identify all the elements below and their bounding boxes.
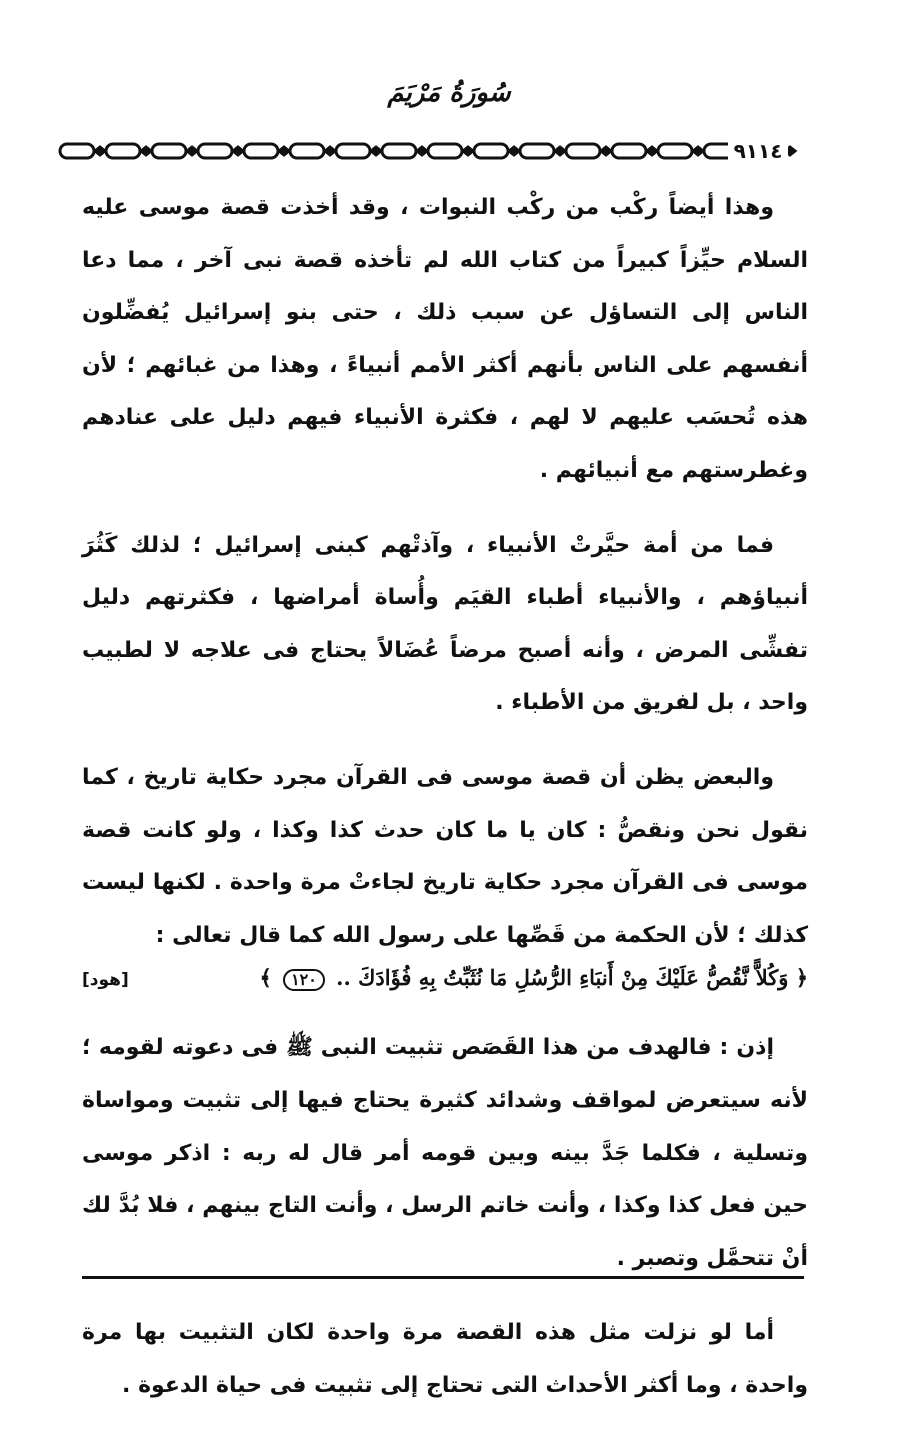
ornament-link bbox=[290, 144, 324, 158]
quran-verse bbox=[82, 958, 808, 1000]
verse-number: ١٢٠ bbox=[283, 969, 325, 991]
ornament-link bbox=[60, 144, 94, 158]
ornament-link bbox=[474, 144, 508, 158]
verse-text: ﴿ وَكُلاًّ نَّقُصُّ عَلَيْكَ مِنْ أَنبَاءِ الرُّسُلِ مَا نُثَبِّتُ بِهِ فُؤَادَكَ .. bbox=[328, 965, 808, 991]
ornament-link bbox=[382, 144, 416, 158]
ornament-diamond bbox=[325, 147, 335, 155]
ornament-diamond bbox=[95, 147, 105, 155]
verse-body bbox=[259, 958, 808, 998]
paragraph-4: إذن : فالهدف من هذا القَصَص تثبيت النبى ﷺ فى دعوته لقومه ؛ لأنه سيتعرض لمواقف وشدائد كثيرة يحتاج فيها إلى تثبيت ومواساة وتسلية ، فكلما جَدَّ بينه وبين قومه أمر قال له ربه : اذكر موسى حين فعل كذا وكذا ، وأنت خاتم الرسل ، وأنت التاج بينهم ، فلا بُدَّ لك أنْ تتحمَّل وتصبر . bbox=[82, 1035, 808, 1271]
ornament-link bbox=[198, 144, 232, 158]
paragraph-1: وهذا أيضاً ركْب من ركْب النبوات ، وقد أخذت قصة موسى عليه السلام حيِّزاً كبيراً من كتاب الله لم تأخذه قصة نبى آخر ، مما دعا الناس إلى التساؤل عن سبب ذلك ، حتى بنو إسرائيل يُفضِّلون أنفسهم على الناس بأنهم أكثر الأمم أنبياءً ، وهذا من غبائهم ؛ لأن هذه تُحسَب عليهم لا لهم ، فكثرة الأنبياء فيهم دليل على عنادهم وغطرستهم مع أنبيائهم . bbox=[82, 195, 808, 483]
ornament-diamond bbox=[141, 147, 151, 155]
ornament-link bbox=[520, 144, 554, 158]
ornament-diamond bbox=[647, 147, 657, 155]
ornamental-header-border bbox=[56, 136, 828, 166]
footer-rule bbox=[82, 1276, 804, 1279]
paragraph-3-text: والبعض يظن أن قصة موسى فى القرآن مجرد حكاية تاريخ ، كما نقول نحن ونقصُّ : كان يا ما كان حدث كذا وكذا ، ولو كانت قصة موسى فى القرآن مجرد حكاية تاريخ لجاءتْ مرة واحدة . لكنها ليست كذلك ؛ لأن الحكمة من قَصِّها على رسول الله كما قال تعالى : bbox=[82, 764, 808, 948]
ornament-link bbox=[566, 144, 600, 158]
page-body bbox=[82, 182, 808, 1434]
ornament-link bbox=[612, 144, 646, 158]
ornament-diamond bbox=[187, 147, 197, 155]
ornament-link bbox=[336, 144, 370, 158]
paragraph-5: أما لو نزلت مثل هذه القصة مرة واحدة لكان التثبيت بها مرة واحدة ، وما أكثر الأحداث التى تحتاج إلى تثبيت فى حياة الدعوة . bbox=[82, 1320, 808, 1398]
ornament-diamond bbox=[601, 147, 611, 155]
surah-title: سُورَةُ مَرْيَمَ bbox=[387, 78, 511, 108]
ornament-link bbox=[106, 144, 140, 158]
ornament-diamond bbox=[463, 147, 473, 155]
ornament-link bbox=[428, 144, 462, 158]
ornament-diamond bbox=[417, 147, 427, 155]
ornament-link bbox=[152, 144, 186, 158]
ornament-diamond bbox=[279, 147, 289, 155]
ornament-diamond bbox=[371, 147, 381, 155]
paragraph-3 bbox=[82, 752, 808, 962]
ornament-diamond bbox=[555, 147, 565, 155]
ornament-link bbox=[658, 144, 692, 158]
verse-close: ﴾ bbox=[259, 965, 280, 991]
ornament-diamond bbox=[509, 147, 519, 155]
verse-reference: [هود] bbox=[82, 970, 129, 991]
ornament-diamond bbox=[693, 147, 703, 155]
ornament-link bbox=[244, 144, 278, 158]
page-number: ٩١١٤ bbox=[728, 138, 788, 164]
paragraph-2: فما من أمة حيَّرتْ الأنبياء ، وآذتْهم كبنى إسرائيل ؛ لذلك كَثُرَ أنبياؤهم ، والأنبياء أطباء القيَم وأُساة أمراضها ، فكثرتهم دليل تفشِّى المرض ، وأنه أصبح مرضاً عُضَالاً يحتاج فى علاجه لا لطبيب واحد ، بل لفريق من الأطباء . bbox=[82, 532, 808, 716]
ornament-diamond bbox=[233, 147, 243, 155]
